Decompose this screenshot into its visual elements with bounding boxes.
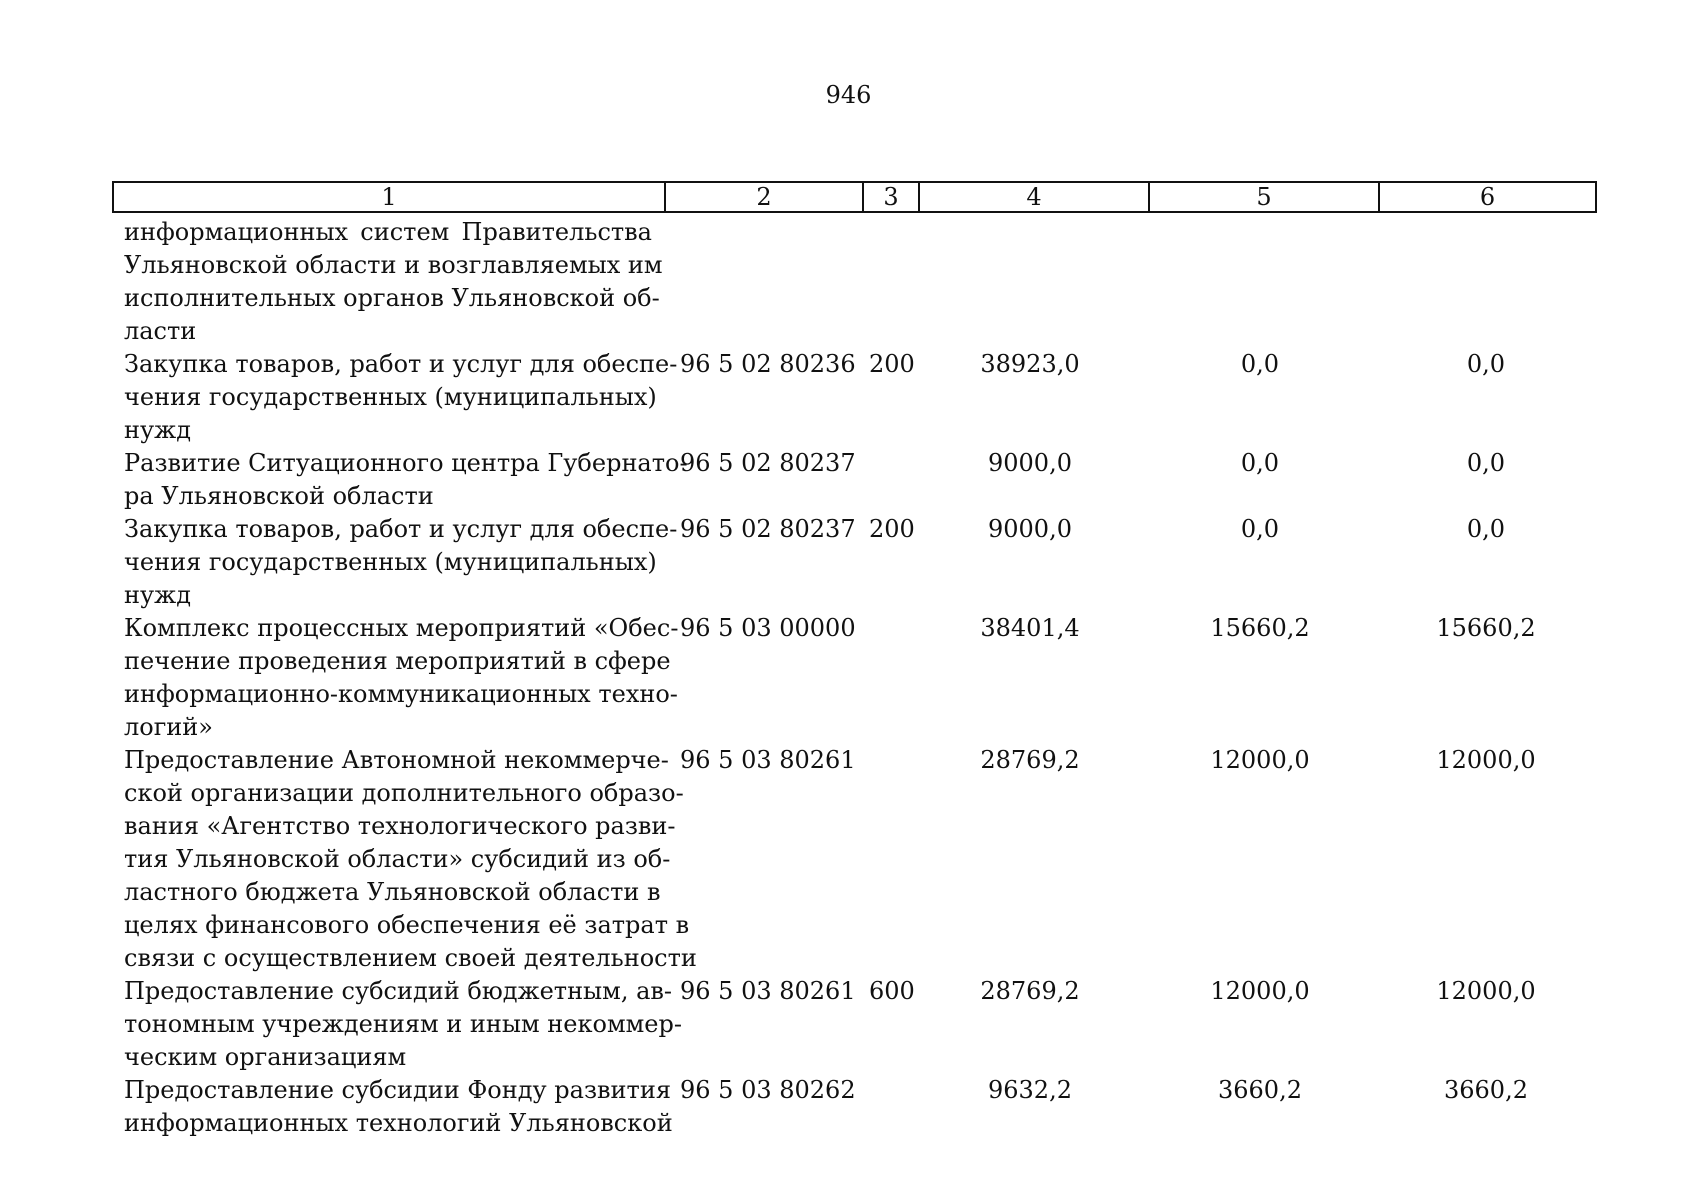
table-row xyxy=(0,975,1697,1074)
row-code: 96 5 02 80236 xyxy=(680,350,856,378)
row-value-col5: 12000,0 xyxy=(1210,977,1310,1005)
table-body xyxy=(0,216,1697,1140)
description-line: Ульяновской области и возглавляемых им xyxy=(124,251,663,279)
description-line: ской организации дополнительного образо- xyxy=(124,779,684,807)
row-value-col4: 28769,2 xyxy=(980,977,1080,1005)
table-row xyxy=(0,744,1697,975)
row-value-col5: 0,0 xyxy=(1240,449,1280,477)
row-value-col5: 3660,2 xyxy=(1218,1076,1302,1104)
row-code: 96 5 02 80237 xyxy=(680,515,856,543)
description-line: информационных технологий Ульяновской xyxy=(124,1109,673,1137)
description-line: вания «Агентство технологического разви- xyxy=(124,812,676,840)
row-value-col6: 12000,0 xyxy=(1436,746,1536,774)
description-line: Предоставление Автономной некоммерче- xyxy=(124,746,669,774)
row-value-col4: 9000,0 xyxy=(988,515,1072,543)
row-code: 96 5 03 00000 xyxy=(680,614,856,642)
row-description xyxy=(124,447,688,513)
row-type: 600 xyxy=(869,977,915,1005)
row-value-col5: 15660,2 xyxy=(1210,614,1310,642)
row-description xyxy=(124,744,697,975)
description-line: нужд xyxy=(124,581,191,609)
table-row xyxy=(0,348,1697,447)
row-description xyxy=(124,612,679,744)
description-line: печение проведения мероприятий в сфере xyxy=(124,647,671,675)
description-line: целях финансового обеспечения её затрат в xyxy=(124,911,690,939)
table-header-row xyxy=(112,181,1597,213)
row-value-col6: 0,0 xyxy=(1466,515,1506,543)
description-line: чения государственных (муниципальных) xyxy=(124,383,657,411)
row-value-col6: 3660,2 xyxy=(1444,1076,1528,1104)
row-description xyxy=(124,348,678,447)
row-value-col6: 15660,2 xyxy=(1436,614,1536,642)
table-header-cell-1: 1 xyxy=(381,183,397,211)
description-line: исполнительных органов Ульяновской об- xyxy=(124,284,660,312)
table-header-cell-5: 5 xyxy=(1256,183,1272,211)
description-line: тономным учреждениям и иным некоммер- xyxy=(124,1010,682,1038)
description-line: ческим организациям xyxy=(124,1043,407,1071)
row-type: 200 xyxy=(869,350,915,378)
table-header-cell-3: 3 xyxy=(883,183,899,211)
row-type: 200 xyxy=(869,515,915,543)
description-line: тия Ульяновской области» субсидий из об- xyxy=(124,845,671,873)
table-header-cell-6: 6 xyxy=(1479,183,1496,211)
description-line: информационно-коммуникационных техно- xyxy=(124,680,678,708)
row-value-col6: 0,0 xyxy=(1466,449,1506,477)
description-line: чения государственных (муниципальных) xyxy=(124,548,657,576)
description-line: Развитие Ситуационного центра Губернато- xyxy=(124,449,688,477)
description-line: логий» xyxy=(124,713,213,741)
row-code: 96 5 03 80261 xyxy=(680,977,856,1005)
table-row xyxy=(0,1074,1697,1140)
row-value-col4: 9000,0 xyxy=(988,449,1072,477)
row-description xyxy=(124,1074,673,1140)
row-code: 96 5 03 80261 xyxy=(680,746,856,774)
table-header-cell-4: 4 xyxy=(1026,183,1042,211)
description-line: нужд xyxy=(124,416,191,444)
row-value-col4: 9632,2 xyxy=(988,1076,1072,1104)
row-value-col4: 38401,4 xyxy=(980,614,1080,642)
description-line: ра Ульяновской области xyxy=(124,482,434,510)
row-value-col5: 12000,0 xyxy=(1210,746,1310,774)
table-row xyxy=(0,513,1697,612)
description-line: ласти xyxy=(124,317,197,345)
description-line: Закупка товаров, работ и услуг для обеспе- xyxy=(124,515,678,543)
table-header-cell-2: 2 xyxy=(756,183,772,211)
table-row xyxy=(0,447,1697,513)
row-value-col6: 12000,0 xyxy=(1436,977,1536,1005)
row-code: 96 5 02 80237 xyxy=(680,449,856,477)
row-description xyxy=(124,216,663,348)
row-value-col5: 0,0 xyxy=(1240,515,1280,543)
row-value-col4: 38923,0 xyxy=(980,350,1080,378)
description-line: информационных систем Правительства xyxy=(124,218,652,246)
row-value-col5: 0,0 xyxy=(1240,350,1280,378)
description-line: Предоставление субсидий бюджетным, ав- xyxy=(124,977,673,1005)
description-line: Закупка товаров, работ и услуг для обеспе- xyxy=(124,350,678,378)
description-line: связи с осуществлением своей деятельности xyxy=(124,944,697,972)
row-description xyxy=(124,513,678,612)
description-line: Предоставление субсидии Фонду развития xyxy=(124,1076,671,1104)
row-value-col4: 28769,2 xyxy=(980,746,1080,774)
row-value-col6: 0,0 xyxy=(1466,350,1506,378)
description-line: ластного бюджета Ульяновской области в xyxy=(124,878,661,906)
row-code: 96 5 03 80262 xyxy=(680,1076,856,1104)
description-line: Комплекс процессных мероприятий «Обес- xyxy=(124,614,679,642)
table-row xyxy=(0,612,1697,744)
row-description xyxy=(124,975,682,1074)
table-row xyxy=(0,216,1697,348)
page-number: 946 xyxy=(825,81,872,109)
